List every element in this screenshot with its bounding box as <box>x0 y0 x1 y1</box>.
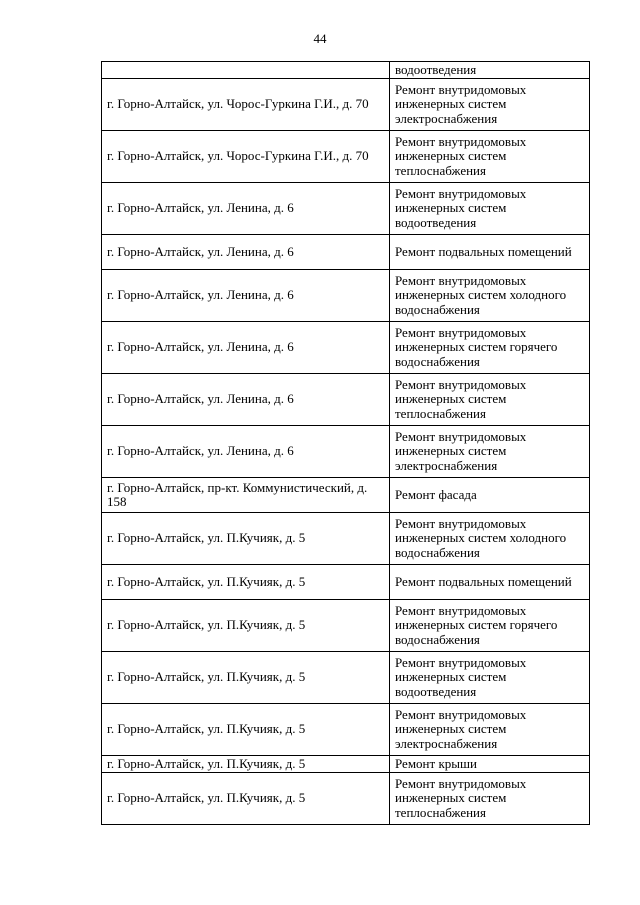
address-cell: г. Горно-Алтайск, ул. Ленина, д. 6 <box>102 374 390 426</box>
table-row <box>102 600 590 652</box>
work-cell: Ремонт подвальных помещений <box>390 235 590 270</box>
work-cell: Ремонт внутридомовых инженерных систем горячего водоснабжения <box>390 600 590 652</box>
table-row <box>102 374 590 426</box>
work-cell: Ремонт внутридомовых инженерных систем электроснабжения <box>390 79 590 131</box>
address-cell: г. Горно-Алтайск, ул. Ленина, д. 6 <box>102 270 390 322</box>
address-cell <box>102 62 390 79</box>
address-cell: г. Горно-Алтайск, ул. Ленина, д. 6 <box>102 183 390 235</box>
address-cell: г. Горно-Алтайск, ул. П.Кучияк, д. 5 <box>102 565 390 600</box>
table-row <box>102 478 590 513</box>
table-row <box>102 773 590 825</box>
works-table-body <box>102 62 590 825</box>
work-cell: Ремонт подвальных помещений <box>390 565 590 600</box>
work-cell: Ремонт внутридомовых инженерных систем теплоснабжения <box>390 131 590 183</box>
table-row <box>102 652 590 704</box>
work-cell: Ремонт фасада <box>390 478 590 513</box>
table-row <box>102 513 590 565</box>
work-cell: Ремонт внутридомовых инженерных систем горячего водоснабжения <box>390 322 590 374</box>
work-cell: Ремонт внутридомовых инженерных систем холодного водоснабжения <box>390 513 590 565</box>
address-cell: г. Горно-Алтайск, ул. П.Кучияк, д. 5 <box>102 704 390 756</box>
table-row <box>102 270 590 322</box>
table-row <box>102 756 590 773</box>
work-cell: Ремонт внутридомовых инженерных систем теплоснабжения <box>390 374 590 426</box>
work-cell: Ремонт внутридомовых инженерных систем теплоснабжения <box>390 773 590 825</box>
works-table <box>101 61 590 825</box>
work-cell: водоотведения <box>390 62 590 79</box>
address-cell: г. Горно-Алтайск, ул. П.Кучияк, д. 5 <box>102 600 390 652</box>
work-cell: Ремонт крыши <box>390 756 590 773</box>
address-cell: г. Горно-Алтайск, ул. Чорос-Гуркина Г.И., д. 70 <box>102 79 390 131</box>
table-row <box>102 131 590 183</box>
address-cell: г. Горно-Алтайск, ул. Ленина, д. 6 <box>102 235 390 270</box>
address-cell: г. Горно-Алтайск, ул. П.Кучияк, д. 5 <box>102 773 390 825</box>
address-cell: г. Горно-Алтайск, ул. Ленина, д. 6 <box>102 426 390 478</box>
table-row <box>102 183 590 235</box>
work-cell: Ремонт внутридомовых инженерных систем электроснабжения <box>390 426 590 478</box>
work-cell: Ремонт внутридомовых инженерных систем электроснабжения <box>390 704 590 756</box>
address-cell: г. Горно-Алтайск, ул. П.Кучияк, д. 5 <box>102 513 390 565</box>
work-cell: Ремонт внутридомовых инженерных систем водоотведения <box>390 652 590 704</box>
address-cell: г. Горно-Алтайск, ул. Ленина, д. 6 <box>102 322 390 374</box>
table-row <box>102 235 590 270</box>
work-cell: Ремонт внутридомовых инженерных систем водоотведения <box>390 183 590 235</box>
address-cell: г. Горно-Алтайск, ул. П.Кучияк, д. 5 <box>102 756 390 773</box>
table-row <box>102 704 590 756</box>
address-cell: г. Горно-Алтайск, пр-кт. Коммунистический, д. 158 <box>102 478 390 513</box>
table-row <box>102 79 590 131</box>
address-cell: г. Горно-Алтайск, ул. П.Кучияк, д. 5 <box>102 652 390 704</box>
address-cell: г. Горно-Алтайск, ул. Чорос-Гуркина Г.И., д. 70 <box>102 131 390 183</box>
table-row <box>102 62 590 79</box>
table-row <box>102 426 590 478</box>
table-row <box>102 322 590 374</box>
table-row <box>102 565 590 600</box>
page-number: 44 <box>313 31 327 46</box>
work-cell: Ремонт внутридомовых инженерных систем холодного водоснабжения <box>390 270 590 322</box>
